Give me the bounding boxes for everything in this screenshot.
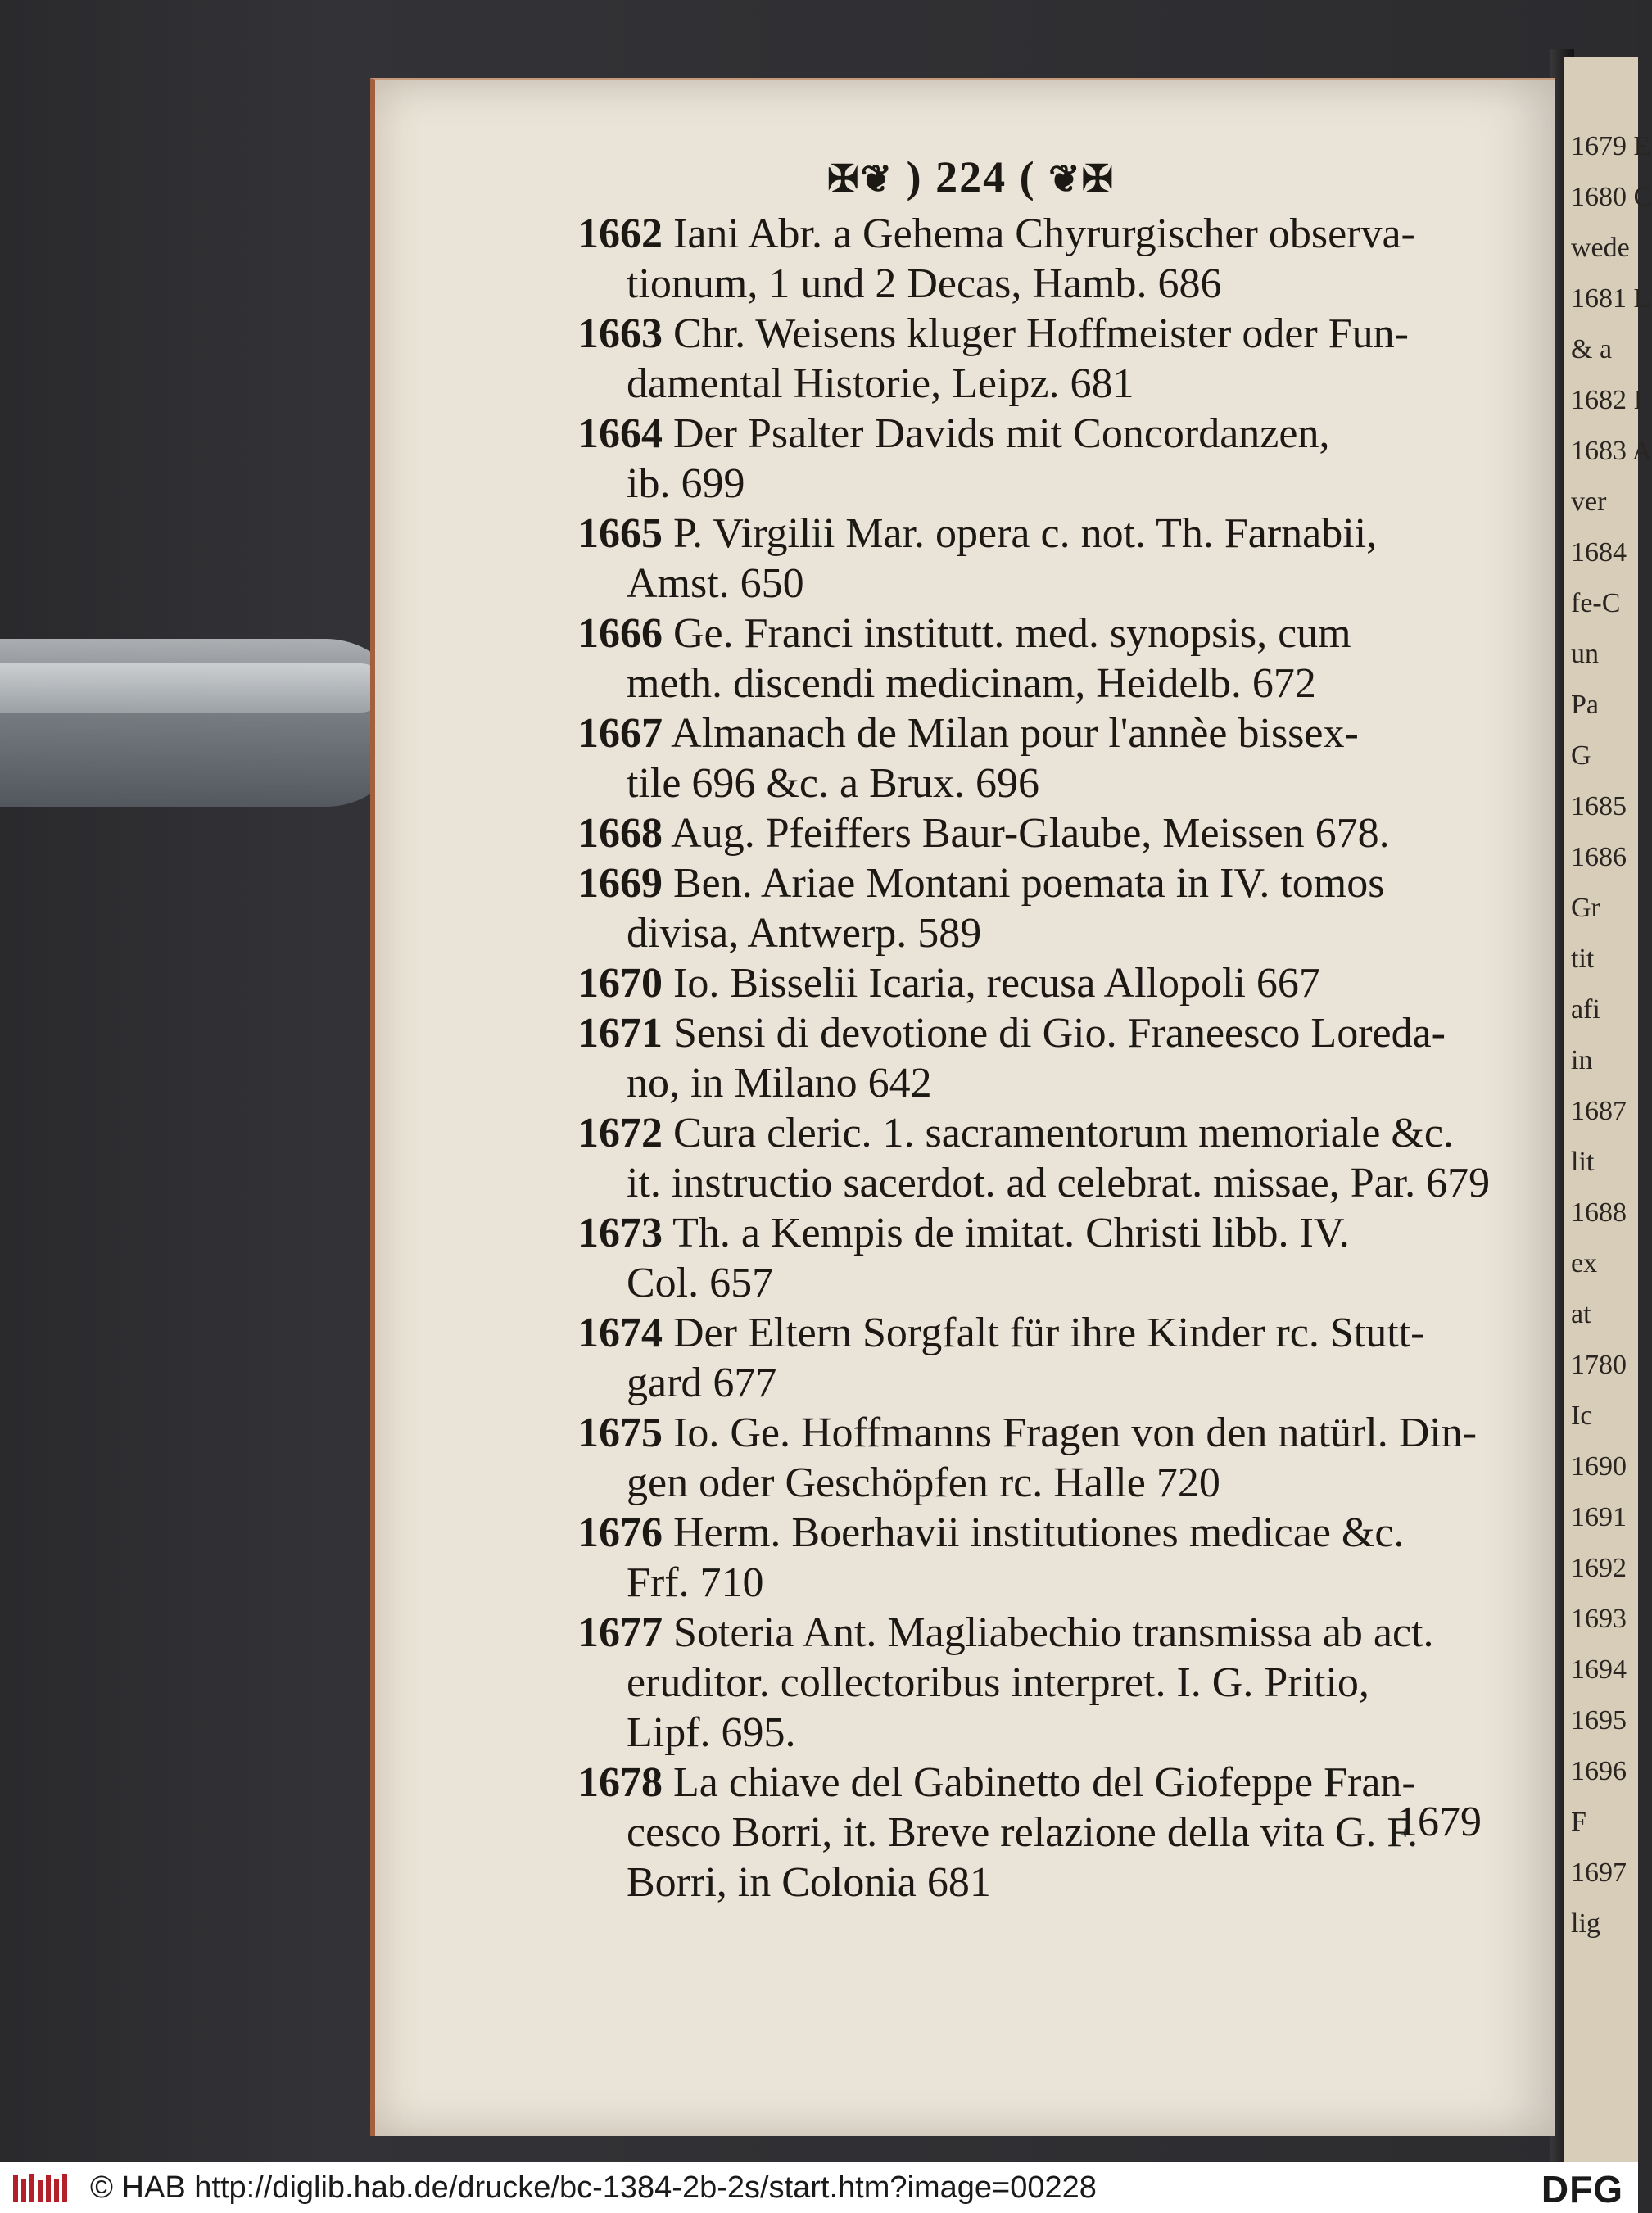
entry-first-line [577, 1608, 1478, 1658]
adjacent-page-fragment: 1696 [1571, 1756, 1627, 1786]
entry-continuation-line [577, 1708, 1478, 1758]
entry-text: ib. 699 [627, 460, 745, 507]
catalog-entry [577, 1108, 1491, 1208]
entry-text: Col. 657 [627, 1260, 774, 1306]
adjacent-page-fragment: 1697 [1571, 1858, 1627, 1888]
entry-first-line [577, 1008, 1478, 1058]
entry-first-line [577, 609, 1478, 658]
catalog-entry [577, 808, 1478, 858]
catalog-entry [577, 1508, 1478, 1608]
entry-text: Cura cleric. 1. sacramentorum memoriale &c. [673, 1110, 1454, 1156]
entry-text: eruditor. collectoribus interpret. I. G. Pritio, [627, 1659, 1369, 1706]
catalog-entry [577, 708, 1478, 808]
entry-number: 1667 [577, 710, 663, 757]
catalog-entry [577, 209, 1478, 309]
entry-text: La chiave del Gabinetto del Giofeppe Fran- [673, 1759, 1416, 1806]
catalog-entry [577, 1208, 1478, 1308]
entry-number: 1665 [577, 510, 663, 557]
adjacent-page-fragment: 1691 [1571, 1502, 1627, 1532]
adjacent-page-fragment: Gr [1571, 893, 1600, 923]
entry-number: 1668 [577, 810, 663, 857]
entry-first-line [577, 209, 1478, 259]
adjacent-page-fragment: afi [1571, 994, 1600, 1025]
entry-text: Aug. Pfeiffers Baur-Glaube, Meissen 678. [671, 810, 1390, 857]
entry-continuation-line [577, 359, 1478, 409]
entry-first-line [577, 1408, 1478, 1458]
footer-bar [0, 2162, 1638, 2213]
adjacent-page-fragment: 1684 [1571, 537, 1627, 568]
entry-text: P. Virgilii Mar. opera c. not. Th. Farnabii, [673, 510, 1378, 557]
dfg-logo: DFG [1541, 2168, 1623, 2211]
entry-number: 1662 [577, 210, 663, 257]
entry-text: Soteria Ant. Magliabechio transmissa ab act. [673, 1609, 1434, 1656]
entry-number: 1669 [577, 860, 663, 907]
entry-continuation-line [577, 1058, 1478, 1108]
entry-number: 1675 [577, 1410, 663, 1456]
catalog-entry [577, 1008, 1478, 1108]
entry-number: 1670 [577, 960, 663, 1007]
entry-number: 1672 [577, 1110, 663, 1156]
entry-number: 1664 [577, 410, 663, 457]
entry-number: 1671 [577, 1010, 663, 1057]
entry-text: damental Historie, Leipz. 681 [627, 360, 1134, 407]
entry-text: Lipf. 695. [627, 1709, 796, 1756]
catalog-entry [577, 1408, 1478, 1508]
catalog-entry [577, 1608, 1478, 1758]
entry-continuation-line [577, 1158, 1491, 1208]
entry-text: Io. Bisselii Icaria, recusa Allopoli 667 [673, 960, 1320, 1007]
catalog-entry [577, 409, 1478, 509]
adjacent-page-fragment: 1692 [1571, 1553, 1627, 1583]
entry-first-line [577, 808, 1478, 858]
adjacent-page-fragment: F [1571, 1807, 1586, 1837]
entry-first-line [577, 1758, 1478, 1808]
entry-number: 1673 [577, 1210, 663, 1256]
adjacent-page-fragment: 1685 [1571, 791, 1627, 821]
entry-first-line [577, 509, 1478, 559]
entry-text: tionum, 1 und 2 Decas, Hamb. 686 [627, 260, 1222, 307]
page-header [827, 152, 1115, 202]
entry-text: cesco Borri, it. Breve relazione della vita G. F. [627, 1809, 1419, 1856]
adjacent-page-fragment: at [1571, 1299, 1591, 1329]
entry-text: Sensi di devotione di Gio. Franeesco Loreda- [673, 1010, 1446, 1057]
ornament-right: ❦✠ [1048, 158, 1116, 200]
entry-continuation-line [577, 1358, 1478, 1408]
adjacent-page-fragment: un [1571, 639, 1599, 669]
adjacent-page-fragment: & a [1571, 334, 1613, 364]
adjacent-page-fragment: in [1571, 1045, 1593, 1075]
adjacent-page-fragment: ex [1571, 1248, 1598, 1278]
ornament-left: ✠❦ [827, 158, 894, 200]
entry-number: 1674 [577, 1310, 663, 1356]
catalog-entries [577, 209, 1491, 1908]
catchword: 1679 [1396, 1799, 1482, 1845]
adjacent-page-fragment: lig [1571, 1908, 1600, 1939]
catalog-entry [577, 1308, 1478, 1408]
entry-number: 1678 [577, 1759, 663, 1806]
entry-continuation-line [577, 658, 1478, 708]
entry-text: Ben. Ariae Montani poemata in IV. tomos [673, 860, 1385, 907]
entry-continuation-line [577, 908, 1478, 958]
adjacent-page-fragment: 1688 [1571, 1197, 1627, 1228]
entry-first-line [577, 1308, 1478, 1358]
adjacent-page-fragment: ver [1571, 486, 1607, 517]
entry-text: Der Eltern Sorgfalt für ihre Kinder rc. Stutt- [673, 1310, 1425, 1356]
adjacent-page-fragment: 1680 C [1571, 182, 1652, 212]
adjacent-page [1564, 57, 1652, 2162]
entry-continuation-line [577, 1458, 1478, 1508]
adjacent-page-fragment: lit [1571, 1147, 1595, 1177]
entry-continuation-line [577, 1658, 1478, 1708]
catalog-entry [577, 858, 1478, 958]
entry-number: 1663 [577, 310, 663, 357]
entry-text: tile 696 &c. a Brux. 696 [627, 760, 1040, 807]
adjacent-page-fragment: fe-C [1571, 588, 1621, 618]
entry-text: Almanach de Milan pour l'annèe bissex- [671, 710, 1359, 757]
entry-text: Frf. 710 [627, 1559, 764, 1606]
entry-text: gen oder Geschöpfen rc. Halle 720 [627, 1459, 1220, 1506]
entry-text: it. instructio sacerdot. ad celebrat. missae, Par. 679 [627, 1160, 1491, 1206]
entry-continuation-line [577, 1808, 1478, 1858]
catalog-entry [577, 958, 1478, 1008]
entry-text: Ge. Franci institutt. med. synopsis, cum [673, 610, 1351, 657]
entry-first-line [577, 1208, 1478, 1258]
entry-first-line [577, 409, 1478, 459]
entry-text: no, in Milano 642 [627, 1060, 932, 1106]
catalog-entry [577, 609, 1478, 708]
entry-first-line [577, 309, 1478, 359]
page-clip-highlight [0, 663, 385, 713]
entry-first-line [577, 708, 1478, 758]
adjacent-page-fragment: G [1571, 740, 1591, 771]
adjacent-page-fragment: 1780 [1571, 1350, 1627, 1380]
adjacent-page-fragment: 1682 I [1571, 385, 1643, 415]
entry-continuation-line [577, 758, 1478, 808]
copyright-link[interactable]: © HAB http://diglib.hab.de/drucke/bc-1384-2b-2s/start.htm?image=00228 [90, 2170, 1097, 2205]
catalog-entry [577, 509, 1478, 609]
entry-continuation-line [577, 459, 1478, 509]
adjacent-page-fragment: 1679 E [1571, 131, 1651, 161]
entry-text: gard 677 [627, 1360, 777, 1406]
entry-text: Th. a Kempis de imitat. Christi libb. IV. [672, 1210, 1350, 1256]
adjacent-page-fragment: tit [1571, 944, 1595, 974]
entry-text: Der Psalter Davids mit Concordanzen, [673, 410, 1330, 457]
entry-first-line [577, 958, 1478, 1008]
entry-first-line [577, 858, 1478, 908]
adjacent-page-fragment: 1686 [1571, 842, 1627, 872]
entry-text: meth. discendi medicinam, Heidelb. 672 [627, 660, 1316, 707]
adjacent-page-fragment: 1687 [1571, 1096, 1627, 1126]
entry-text: Chr. Weisens kluger Hoffmeister oder Fun- [673, 310, 1409, 357]
entry-continuation-line [577, 1258, 1478, 1308]
entry-number: 1677 [577, 1609, 663, 1656]
entry-first-line [577, 1108, 1478, 1158]
entry-number: 1676 [577, 1509, 663, 1556]
entry-text: divisa, Antwerp. 589 [627, 910, 982, 957]
entry-text: Iani Abr. a Gehema Chyrurgischer observa- [673, 210, 1415, 257]
entry-text: Borri, in Colonia 681 [627, 1859, 991, 1906]
entry-number: 1666 [577, 610, 663, 657]
entry-continuation-line [577, 1558, 1478, 1608]
entry-text: Amst. 650 [627, 560, 804, 607]
adjacent-page-fragment: 1693 [1571, 1604, 1627, 1634]
adjacent-page-fragment: Ic [1571, 1401, 1593, 1431]
adjacent-page-fragment: 1683 A [1571, 436, 1652, 466]
entry-text: Io. Ge. Hoffmanns Fragen von den natürl. Din- [673, 1410, 1478, 1456]
adjacent-page-fragment: 1694 [1571, 1654, 1627, 1685]
adjacent-page-fragment: Pa [1571, 690, 1599, 720]
hab-logo-icon [11, 2172, 77, 2205]
entry-text: Herm. Boerhavii institutiones medicae &c. [673, 1509, 1405, 1556]
adjacent-page-fragment: 1681 L [1571, 283, 1651, 314]
adjacent-page-fragment: 1695 [1571, 1705, 1627, 1736]
entry-continuation-line [577, 259, 1478, 309]
entry-first-line [577, 1508, 1478, 1558]
adjacent-page-fragment: wede [1571, 233, 1630, 263]
entry-continuation-line [577, 1858, 1478, 1908]
adjacent-page-fragment: 1690 [1571, 1451, 1627, 1482]
page-number: ) 224 ( [906, 152, 1036, 201]
catalog-entry [577, 309, 1478, 409]
entry-continuation-line [577, 559, 1478, 609]
catalog-entry [577, 1758, 1478, 1908]
